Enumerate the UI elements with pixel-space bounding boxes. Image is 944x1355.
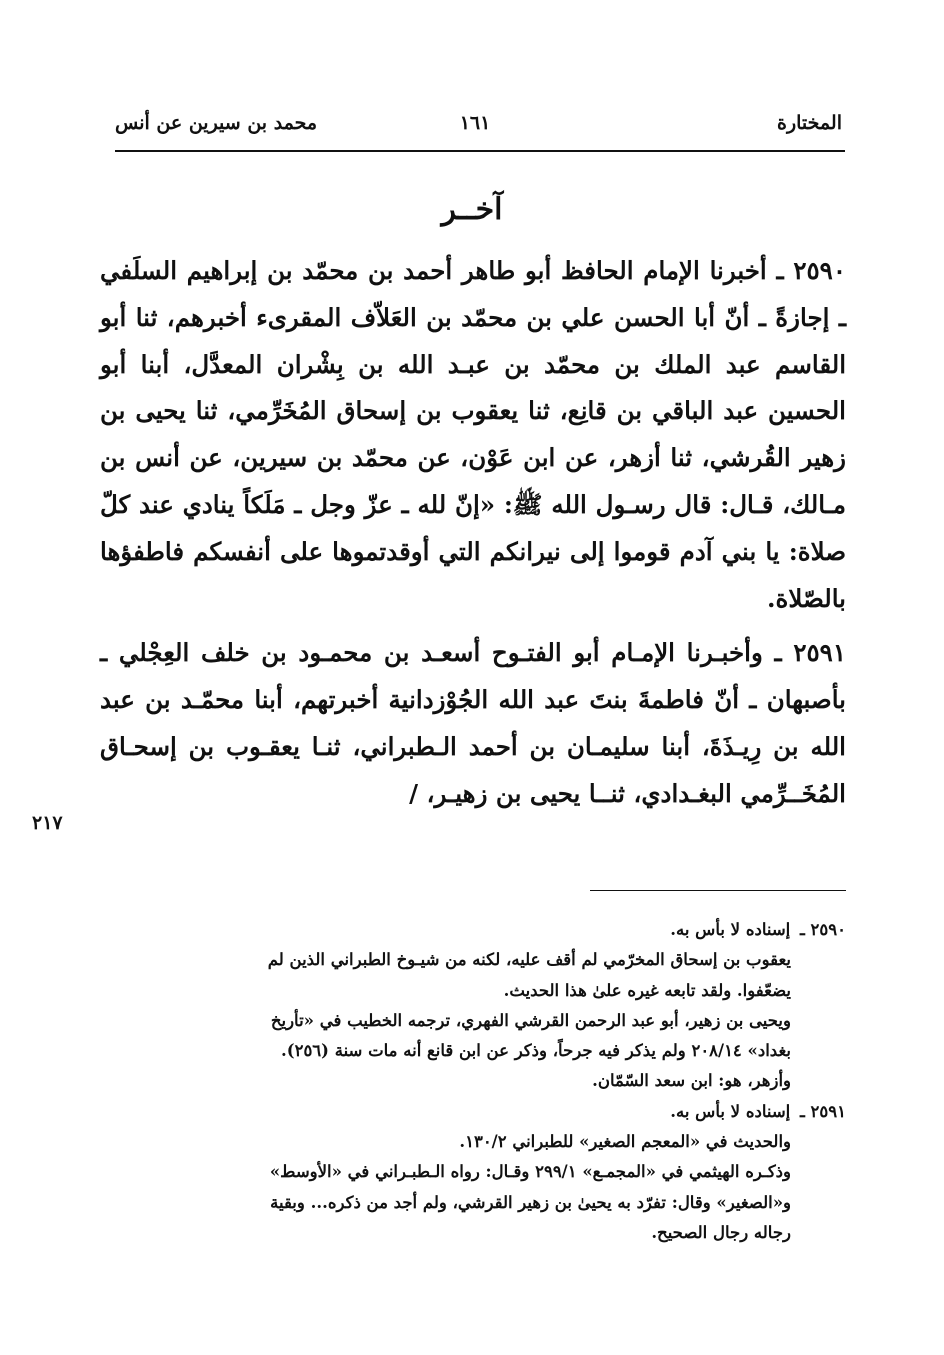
footnote-line: ويحيى بن زهير، أبو عبد الرحمن القرشي الفهري، ترجمه الخطيب في «تأريخ [270,1010,791,1030]
footnote-line: والحديث في «المعجم الصغير» للطبراني ١٣٠/٢. [459,1132,791,1152]
page-number: ١٦١ [459,112,491,134]
footnotes [100,915,846,1248]
footnote-line: ٢٥٩٠ ـ إسناده لا بأس به. [100,915,846,945]
main-text [100,248,846,818]
footnote-line: يعقوب بن إسحاق المخرّمي لم أقف عليه، لكنه من شيـوخ الطبراني الذين لم [267,950,791,970]
footnote-line: رجاله رجال الصحيح. [651,1222,791,1242]
footnote-line: بغداد» ٢٠٨/١٤ ولم يذكر فيه جرحاً، وذكر عن ابن قانع أنه مات سنة (٢٥٦). [281,1041,791,1061]
footnote-number: ٢٥٩٠ ـ [799,920,846,939]
footnote-rule [590,890,846,891]
hadith-2590: ٢٥٩٠ ـ أخبرنا الإمام الحافظ أبو طاهر أحمد بن محمّد بن إبراهيم السلَفي ـ إجازةً ـ أنّ أبا الحسن علي بن محمّد بن العَلاّف المقرىء أخبرهم، ثنا أبو القاسم عبد الملك بن محمّد بن عبـد الله بن بِشْران المعدَّل، أبنا أبو الحسين عبد الباقي بن قانِع، ثنا يعقوب بن إسحاق المُخَرِّمي، ثنا يحيى بن زهير القُرشي، ثنا أزهر، عن ابن عَوْن، عن محمّد بن سيرين، عن أنس بن مـالك، قـال: قال رسـول الله ﷺ: «إنّ لله ـ عزّ وجل ـ مَلَكاً ينادي عند كلّ صلاة: يا بني آدم قوموا إلى نيرانكم التي أوقدتموها على أنفسكم فاطفؤها بالصّلاة. [100,256,846,613]
header-chapter-title: محمد بن سيرين عن أنس [115,112,318,134]
footnote-number: ٢٥٩١ ـ [799,1101,846,1121]
footnote-2591 [100,1097,846,1248]
footnote-line: و«الصغير» وقال: تفرّد به يحيىٰ بن زهير القرشي، ولم أجد من ذكره... وبقية [270,1192,791,1212]
section-title: آخــر [441,192,503,227]
header-book-title: المختارة [777,112,842,134]
footnote-2590 [100,915,846,1097]
footnote-line: وذكـره الهيثمي في «المجمـع» ٢٩٩/١ وقـال: رواه الـطبـراني في «الأوسط» [269,1162,791,1182]
footnote-line: وأزهر، هو: ابن سعد السّمّان. [592,1071,791,1091]
margin-manuscript-ref: ٢١٧ [32,812,63,834]
hadith-2591: ٢٥٩١ ـ وأخبـرنا الإمـام أبو الفتـوح أسعـد بن محمـود بن خلف العِجْلي ـ بأصبهان ـ أنّ فاطمةَ بنتَ عبد الله الجُوْزدانية أخبرتهم، أبنا محمّـد بن عبد الله بن رِيـذَةَ، أبنا سليمـان بن أحمد الـطبراني، ثنـا يعقـوب بن إسحـاق المُخَــرِّمي البغـدادي، ثنــا يحيى بن زهيـر، / [100,638,846,808]
footnote-line: ٢٥٩١ ـ إسناده لا بأس به. [100,1097,846,1127]
footnote-line: يضعّفوا. ولقد تابعه غيره علىٰ هذا الحديث. [503,980,791,1000]
header-rule [115,150,845,152]
